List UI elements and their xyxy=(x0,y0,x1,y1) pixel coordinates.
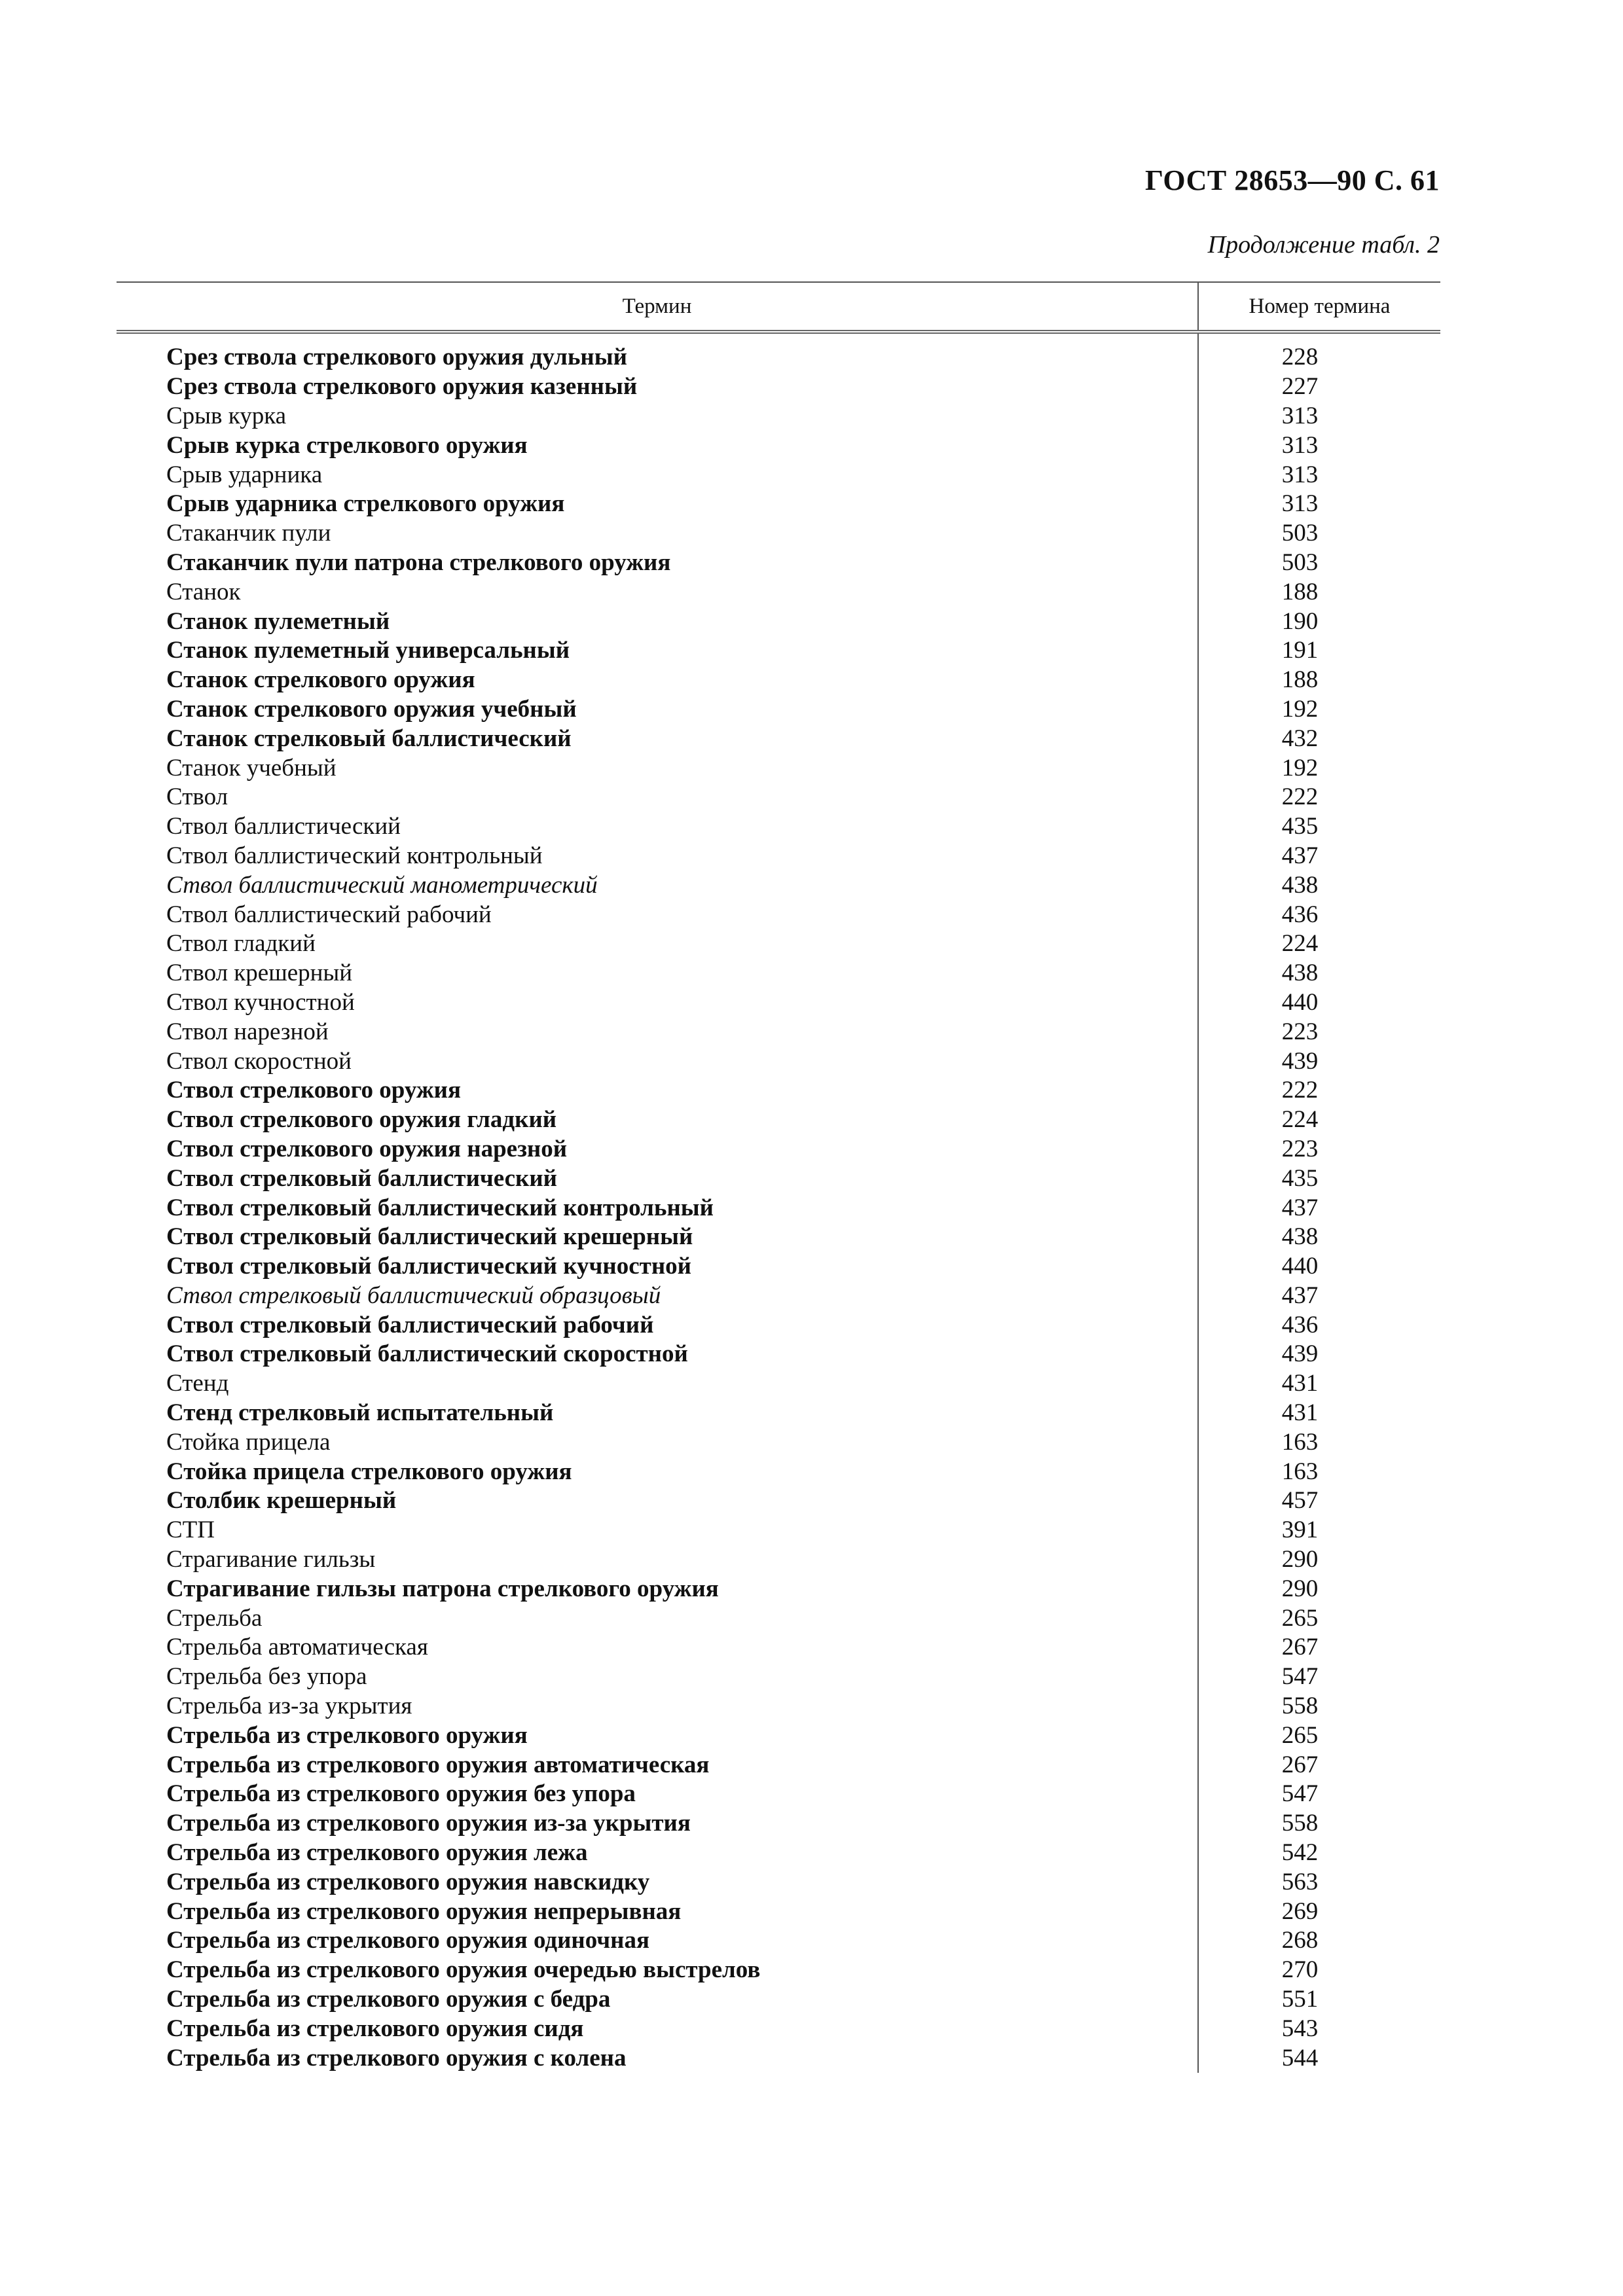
term-cell: Ствол стрелкового оружия xyxy=(166,1077,461,1104)
term-cell: Стрельба из стрелкового оружия автоматическая xyxy=(166,1751,710,1778)
term-number-cell: 265 xyxy=(1198,1604,1440,1633)
term-cell: Стаканчик пули патрона стрелкового оружия xyxy=(166,548,671,576)
table-row xyxy=(117,1956,1440,1985)
table-row xyxy=(117,1399,1440,1428)
term-number-cell: 558 xyxy=(1198,1692,1440,1721)
column-header-number: Номер термина xyxy=(1198,282,1440,332)
term-cell: Стрельба из стрелкового оружия xyxy=(166,1721,528,1749)
table-row xyxy=(117,1252,1440,1282)
term-cell: Страгивание гильзы xyxy=(166,1546,376,1573)
table-row xyxy=(117,1839,1440,1868)
table-row xyxy=(117,695,1440,725)
table-header-row xyxy=(117,282,1440,332)
term-cell: Стрельба из стрелкового оружия одиночная xyxy=(166,1927,649,1954)
table-row xyxy=(117,1047,1440,1076)
document-page-header: ГОСТ 28653—90 С. 61 xyxy=(1144,164,1440,196)
table-row xyxy=(117,332,1440,372)
term-cell: Ствол стрелковый баллистический скоростной xyxy=(166,1340,688,1368)
term-cell: Стрельба из стрелкового оружия лежа xyxy=(166,1839,588,1867)
table-row xyxy=(117,1164,1440,1193)
table-row xyxy=(117,372,1440,402)
term-number-cell: 163 xyxy=(1198,1457,1440,1486)
table-row xyxy=(117,1310,1440,1340)
term-cell: Стрельба из стрелкового оружия очередью выстрелов xyxy=(166,1956,761,1984)
table-continuation-caption: Продолжение табл. 2 xyxy=(1207,231,1440,259)
term-cell: Ствол нарезной xyxy=(166,1018,329,1045)
table-row xyxy=(117,490,1440,519)
term-cell: Ствол стрелкового оружия нарезной xyxy=(166,1135,568,1162)
table-row xyxy=(117,1926,1440,1956)
term-number-cell: 188 xyxy=(1198,577,1440,607)
table-row xyxy=(117,1457,1440,1486)
term-number-cell: 542 xyxy=(1198,1839,1440,1868)
term-number-cell: 227 xyxy=(1198,372,1440,402)
term-cell: Ствол стрелковый баллистический контрольный xyxy=(166,1194,714,1221)
term-number-cell: 503 xyxy=(1198,548,1440,578)
table-row xyxy=(117,988,1440,1018)
term-number-cell: 436 xyxy=(1198,1310,1440,1340)
term-number-cell: 551 xyxy=(1198,1985,1440,2015)
term-number-cell: 192 xyxy=(1198,753,1440,783)
table-row xyxy=(117,431,1440,460)
term-cell: Ствол xyxy=(166,783,228,811)
column-header-term: Термин xyxy=(117,282,1198,332)
table-row xyxy=(117,783,1440,812)
table-row xyxy=(117,1545,1440,1575)
term-cell: Станок пулеметный xyxy=(166,607,390,635)
term-number-cell: 547 xyxy=(1198,1662,1440,1692)
term-cell: Стенд xyxy=(166,1370,229,1397)
term-number-cell: 440 xyxy=(1198,988,1440,1018)
term-number-cell: 438 xyxy=(1198,959,1440,988)
table-row xyxy=(117,548,1440,578)
table-row xyxy=(117,1282,1440,1311)
term-cell: Стаканчик пули xyxy=(166,520,331,547)
term-number-cell: 440 xyxy=(1198,1252,1440,1282)
table-row xyxy=(117,1486,1440,1516)
term-number-cell: 391 xyxy=(1198,1516,1440,1545)
table-row xyxy=(117,402,1440,431)
term-number-cell: 269 xyxy=(1198,1897,1440,1926)
term-cell: Срез ствола стрелкового оружия казенный xyxy=(166,373,638,401)
table-row xyxy=(117,1692,1440,1721)
table-row xyxy=(117,577,1440,607)
term-cell: Срыв курка xyxy=(166,402,287,429)
table-row xyxy=(117,1574,1440,1604)
table-row xyxy=(117,929,1440,959)
table-row xyxy=(117,1516,1440,1545)
term-number-cell: 437 xyxy=(1198,1282,1440,1311)
term-cell: Ствол стрелкового оружия гладкий xyxy=(166,1106,557,1134)
term-number-cell: 163 xyxy=(1198,1427,1440,1457)
term-cell: Стрельба из стрелкового оружия из-за укрытия xyxy=(166,1810,691,1837)
term-cell: Срез ствола стрелкового оружия дульный xyxy=(166,344,627,371)
term-number-cell: 228 xyxy=(1198,332,1440,372)
table-row xyxy=(117,959,1440,988)
term-cell: СТП xyxy=(166,1516,215,1544)
term-number-cell: 290 xyxy=(1198,1545,1440,1575)
table-row xyxy=(117,1780,1440,1809)
term-number-cell: 439 xyxy=(1198,1047,1440,1076)
term-cell: Станок xyxy=(166,578,241,605)
term-number-cell: 222 xyxy=(1198,783,1440,812)
term-number-cell: 290 xyxy=(1198,1574,1440,1604)
table-row xyxy=(117,1604,1440,1633)
term-cell: Станок пулеметный универсальный xyxy=(166,637,570,664)
term-cell: Стрельба из стрелкового оружия с бедра xyxy=(166,1986,611,2013)
term-number-cell: 267 xyxy=(1198,1633,1440,1662)
term-cell: Срыв ударника стрелкового оружия xyxy=(166,490,565,518)
term-number-cell: 503 xyxy=(1198,519,1440,548)
term-number-cell: 313 xyxy=(1198,402,1440,431)
term-number-cell: 563 xyxy=(1198,1867,1440,1897)
table-row xyxy=(117,1897,1440,1926)
term-number-cell: 313 xyxy=(1198,460,1440,490)
table-row xyxy=(117,870,1440,900)
table-row xyxy=(117,812,1440,842)
table-row xyxy=(117,842,1440,871)
term-cell: Стрельба автоматическая xyxy=(166,1634,428,1661)
table-row xyxy=(117,607,1440,636)
table-row xyxy=(117,1721,1440,1750)
term-number-cell: 544 xyxy=(1198,2043,1440,2073)
term-number-cell: 543 xyxy=(1198,2014,1440,2043)
term-cell: Стрельба xyxy=(166,1604,263,1632)
table-row xyxy=(117,1750,1440,1780)
table-row xyxy=(117,460,1440,490)
term-cell: Срыв курка стрелкового оружия xyxy=(166,431,528,459)
table-row xyxy=(117,2014,1440,2043)
term-number-cell: 188 xyxy=(1198,666,1440,695)
term-cell: Ствол гладкий xyxy=(166,930,316,958)
term-number-cell: 437 xyxy=(1198,842,1440,871)
table-row xyxy=(117,1809,1440,1839)
table-row xyxy=(117,1135,1440,1164)
table-header xyxy=(117,282,1440,332)
table-row xyxy=(117,636,1440,666)
term-cell: Станок учебный xyxy=(166,754,337,781)
table-row xyxy=(117,2043,1440,2073)
table-row xyxy=(117,1340,1440,1369)
term-number-cell: 439 xyxy=(1198,1340,1440,1369)
table-row xyxy=(117,1105,1440,1135)
term-cell: Ствол баллистический манометрический xyxy=(166,871,598,899)
term-number-cell: 431 xyxy=(1198,1369,1440,1399)
table-row xyxy=(117,1427,1440,1457)
term-number-cell: 313 xyxy=(1198,490,1440,519)
term-cell: Ствол скоростной xyxy=(166,1047,352,1075)
term-number-cell: 268 xyxy=(1198,1926,1440,1956)
term-cell: Стойка прицела xyxy=(166,1428,331,1456)
term-cell: Ствол стрелковый баллистический образцовый xyxy=(166,1282,661,1309)
term-number-cell: 437 xyxy=(1198,1193,1440,1223)
term-cell: Станок стрелкового оружия xyxy=(166,666,475,694)
term-number-cell: 431 xyxy=(1198,1399,1440,1428)
table-row xyxy=(117,900,1440,929)
term-cell: Стрельба из-за укрытия xyxy=(166,1693,412,1720)
term-cell: Ствол баллистический xyxy=(166,813,401,840)
term-cell: Ствол стрелковый баллистический крешерный xyxy=(166,1223,693,1251)
table-row xyxy=(117,666,1440,695)
term-cell: Стрельба без упора xyxy=(166,1663,367,1691)
table-row xyxy=(117,1633,1440,1662)
term-cell: Столбик крешерный xyxy=(166,1487,397,1515)
term-cell: Ствол баллистический контрольный xyxy=(166,842,543,869)
term-number-cell: 222 xyxy=(1198,1076,1440,1105)
term-number-cell: 435 xyxy=(1198,812,1440,842)
term-number-cell: 223 xyxy=(1198,1017,1440,1047)
term-cell: Стрельба из стрелкового оружия непрерывная xyxy=(166,1897,682,1925)
table-row xyxy=(117,1223,1440,1252)
term-number-cell: 224 xyxy=(1198,1105,1440,1135)
term-number-cell: 438 xyxy=(1198,1223,1440,1252)
term-cell: Стойка прицела стрелкового оружия xyxy=(166,1458,572,1485)
table-row xyxy=(117,1369,1440,1399)
term-cell: Станок стрелковый баллистический xyxy=(166,725,572,752)
term-cell: Станок стрелкового оружия учебный xyxy=(166,695,577,723)
table-body xyxy=(117,332,1440,2073)
term-cell: Стрельба из стрелкового оружия сидя xyxy=(166,2015,584,2042)
term-cell: Стенд стрелковый испытательный xyxy=(166,1399,554,1427)
table-row xyxy=(117,724,1440,753)
term-number-cell: 190 xyxy=(1198,607,1440,636)
term-cell: Ствол кучностной xyxy=(166,988,355,1016)
term-cell: Ствол стрелковый баллистический рабочий xyxy=(166,1311,654,1338)
term-number-cell: 223 xyxy=(1198,1135,1440,1164)
table-row xyxy=(117,519,1440,548)
term-cell: Стрельба из стрелкового оружия навскидку xyxy=(166,1868,650,1895)
term-cell: Ствол стрелковый баллистический кучностной xyxy=(166,1253,691,1280)
term-number-cell: 457 xyxy=(1198,1486,1440,1516)
term-number-cell: 436 xyxy=(1198,900,1440,929)
term-cell: Стрельба из стрелкового оружия с колена xyxy=(166,2044,627,2072)
table-row xyxy=(117,1076,1440,1105)
term-number-cell: 432 xyxy=(1198,724,1440,753)
term-number-cell: 191 xyxy=(1198,636,1440,666)
table-row xyxy=(117,1017,1440,1047)
table-row xyxy=(117,1662,1440,1692)
table-row xyxy=(117,753,1440,783)
term-number-cell: 558 xyxy=(1198,1809,1440,1839)
term-cell: Ствол баллистический рабочий xyxy=(166,901,492,928)
term-cell: Стрельба из стрелкового оружия без упора xyxy=(166,1780,636,1808)
table-row xyxy=(117,1985,1440,2015)
terms-index-table xyxy=(117,281,1440,2073)
term-number-cell: 224 xyxy=(1198,929,1440,959)
term-number-cell: 192 xyxy=(1198,695,1440,725)
term-cell: Срыв ударника xyxy=(166,461,323,488)
term-number-cell: 313 xyxy=(1198,431,1440,460)
term-number-cell: 435 xyxy=(1198,1164,1440,1193)
term-cell: Ствол крешерный xyxy=(166,960,353,987)
term-cell: Страгивание гильзы патрона стрелкового оружия xyxy=(166,1575,719,1602)
term-number-cell: 547 xyxy=(1198,1780,1440,1809)
table-row xyxy=(117,1193,1440,1223)
term-number-cell: 438 xyxy=(1198,870,1440,900)
table-row xyxy=(117,1867,1440,1897)
term-number-cell: 270 xyxy=(1198,1956,1440,1985)
term-number-cell: 267 xyxy=(1198,1750,1440,1780)
term-number-cell: 265 xyxy=(1198,1721,1440,1750)
term-cell: Ствол стрелковый баллистический xyxy=(166,1164,558,1192)
